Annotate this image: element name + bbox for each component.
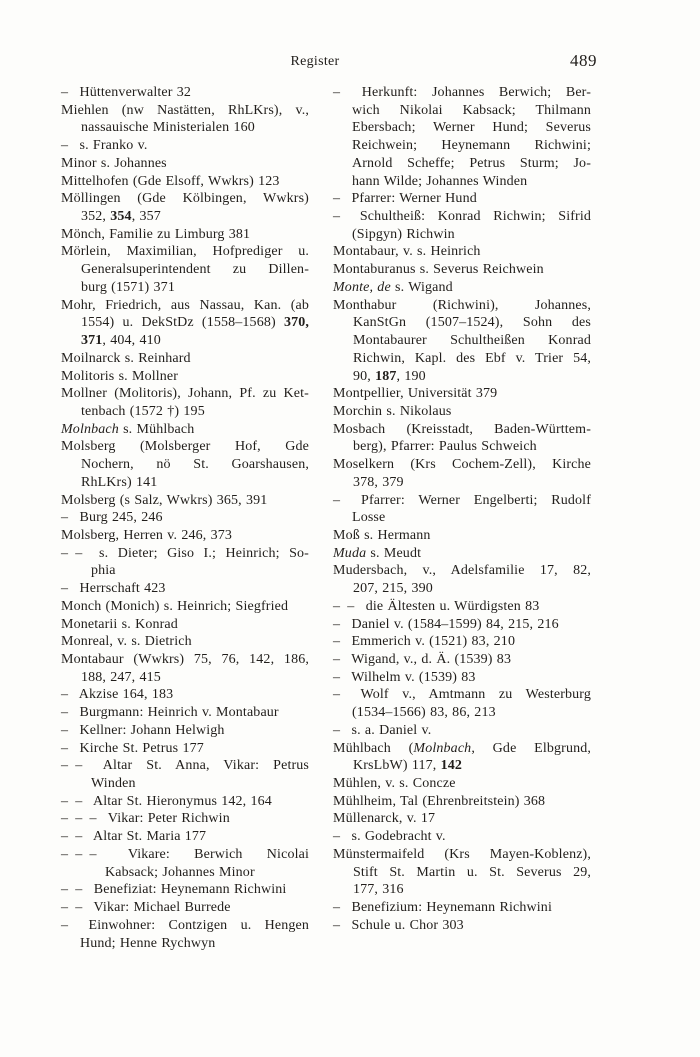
index-line: Montpellier, Universität 379	[333, 386, 498, 402]
index-line: Miehlen (nw Nastätten, RhLKrs), v.,	[61, 102, 309, 118]
index-line: 371, 404, 410	[81, 333, 161, 349]
index-line: – s. Franko v.	[61, 138, 148, 154]
index-entry	[333, 740, 591, 775]
index-entry	[61, 368, 309, 386]
index-entry	[333, 793, 591, 811]
index-entry	[333, 669, 591, 687]
index-line: – Pfarrer: Werner Engelberti; Rudolf	[333, 492, 591, 508]
index-line: – – Vikar: Michael Burrede	[61, 900, 231, 916]
index-line: (1534–1566) 83, 86, 213	[352, 705, 496, 721]
index-entry	[61, 881, 309, 899]
index-entry	[61, 810, 309, 828]
index-entry	[333, 846, 591, 899]
index-line: Arnold Scheffe; Petrus Sturm; Jo-	[352, 155, 591, 171]
index-line: – Daniel v. (1584–1599) 84, 215, 216	[333, 616, 559, 632]
index-line: Montabaur (Wwkrs) 75, 76, 142, 186,	[61, 652, 309, 667]
index-entry	[61, 846, 309, 881]
index-line: – Kellner: Johann Helwigh	[61, 722, 225, 738]
index-line: Generalsuperintendent zu Dillen-	[81, 262, 309, 278]
index-entry	[333, 828, 591, 846]
index-column-right	[333, 84, 591, 935]
index-line: Losse	[352, 510, 386, 526]
index-entry	[61, 757, 309, 792]
index-line: – Burg 245, 246	[61, 510, 163, 526]
index-line: Molsberg (s Salz, Wwkrs) 365, 391	[61, 492, 268, 508]
index-entry	[333, 208, 591, 243]
index-entry	[61, 793, 309, 811]
index-line: – Herrschaft 423	[61, 581, 166, 597]
index-entry	[61, 509, 309, 527]
index-entry	[61, 173, 309, 191]
index-line: – Benefizium: Heynemann Richwini	[333, 900, 552, 916]
index-entry	[333, 243, 591, 261]
index-entry	[333, 775, 591, 793]
index-line: phia	[91, 563, 116, 579]
index-line: Monch (Monich) s. Heinrich; Siegfried	[61, 598, 289, 614]
index-line: – Wilhelm v. (1539) 83	[333, 669, 476, 685]
index-line: – Herkunft: Johannes Berwich; Ber-	[333, 85, 591, 100]
index-line: Montabaurer Schultheißen Konrad	[353, 333, 591, 349]
index-line: Mönch, Familie zu Limburg 381	[61, 226, 251, 242]
index-entry	[61, 722, 309, 740]
index-entry	[333, 190, 591, 208]
index-entry	[61, 438, 309, 491]
index-line: – – die Ältesten u. Würdigsten 83	[333, 598, 540, 614]
index-line: Mudersbach, v., Adelsfamilie 17, 82,	[333, 563, 591, 579]
index-line: 177, 316	[353, 882, 404, 898]
index-entry	[333, 279, 591, 297]
index-line: – Emmerich v. (1521) 83, 210	[333, 634, 516, 650]
index-entry	[333, 385, 591, 403]
index-line: – Kirche St. Petrus 177	[61, 740, 204, 756]
index-entry	[61, 651, 309, 686]
index-line: Montabaur, v. s. Heinrich	[333, 244, 481, 260]
index-entry	[61, 155, 309, 173]
index-line: Münstermaifeld (Krs Mayen-Koblenz),	[333, 846, 591, 862]
index-line: Nochern, nö St. Goarshausen,	[81, 457, 309, 473]
index-entry	[61, 686, 309, 704]
index-line: burg (1571) 371	[81, 279, 175, 295]
index-entry	[61, 226, 309, 244]
index-line: Monreal, v. s. Dietrich	[61, 634, 192, 650]
index-line: 378, 379	[353, 474, 404, 490]
index-entry	[61, 633, 309, 651]
index-line: – s. a. Daniel v.	[333, 722, 432, 738]
index-entry	[333, 633, 591, 651]
index-entry	[333, 261, 591, 279]
index-entry	[61, 385, 309, 420]
index-entry	[333, 456, 591, 491]
index-line: Molsberg (Molsberger Hof, Gde	[61, 439, 309, 455]
index-line: (Sipgyn) Richwin	[352, 226, 455, 242]
index-line: Moß s. Hermann	[333, 527, 431, 543]
index-line: 207, 215, 390	[353, 581, 433, 597]
index-line: – Hüttenverwalter 32	[61, 85, 192, 100]
index-line: – Schultheiß: Konrad Richwin; Sifrid	[333, 209, 591, 225]
index-line: hann Wilde; Johannes Winden	[352, 173, 528, 189]
index-line: Stift St. Martin u. St. Severus 29,	[353, 864, 591, 880]
index-entry	[333, 598, 591, 616]
index-entry	[61, 350, 309, 368]
index-line: – – Benefiziat: Heynemann Richwini	[61, 882, 287, 898]
index-line: nassauische Ministerialen 160	[81, 120, 255, 136]
index-entry	[61, 243, 309, 296]
index-entry	[333, 403, 591, 421]
index-line: – – – Vikar: Peter Richwin	[61, 811, 230, 827]
index-line: – Pfarrer: Werner Hund	[333, 191, 477, 207]
index-entry	[61, 190, 309, 225]
index-line: Winden	[91, 776, 136, 792]
index-line: – Schule u. Chor 303	[333, 917, 464, 933]
index-entry	[61, 84, 309, 102]
index-entry	[61, 740, 309, 758]
index-line: Mühlheim, Tal (Ehrenbreitstein) 368	[333, 793, 546, 809]
index-entry	[333, 492, 591, 527]
index-line: Möllingen (Gde Kölbingen, Wwkrs)	[61, 191, 309, 207]
index-line: – Wolf v., Amtmann zu Westerburg	[333, 687, 591, 703]
index-line: – – s. Dieter; Giso I.; Heinrich; So-	[61, 545, 309, 561]
index-entry	[333, 616, 591, 634]
index-line: Mühlen, v. s. Concze	[333, 776, 456, 792]
index-line: Monetarii s. Konrad	[61, 616, 178, 632]
index-line: Monte, de s. Wigand	[333, 279, 453, 295]
running-head-title: Register	[290, 54, 340, 69]
index-line: wich Nikolai Kabsack; Thilmann	[352, 102, 591, 118]
index-entry	[333, 297, 591, 386]
index-entry	[333, 562, 591, 597]
index-entry	[61, 616, 309, 634]
index-line: Mittelhofen (Gde Elsoff, Wwkrs) 123	[61, 173, 280, 189]
index-line: – – Altar St. Maria 177	[61, 829, 207, 845]
index-line: – Einwohner: Contzigen u. Hengen	[61, 917, 309, 933]
index-line: – – – Vikare: Berwich Nicolai	[61, 846, 309, 862]
index-entry	[61, 492, 309, 510]
index-entry	[61, 545, 309, 580]
index-line: Moilnarck s. Reinhard	[61, 350, 191, 366]
index-line: – Akzise 164, 183	[61, 687, 174, 703]
index-line: Molitoris s. Mollner	[61, 368, 179, 384]
index-entry	[61, 899, 309, 917]
index-entry	[333, 917, 591, 935]
index-line: Mohr, Friedrich, aus Nassau, Kan. (ab	[61, 297, 309, 313]
index-column-left	[61, 84, 309, 952]
index-line: – Wigand, v., d. Ä. (1539) 83	[333, 652, 512, 667]
index-entry	[333, 651, 591, 669]
index-line: – Burgmann: Heinrich v. Montabaur	[61, 705, 279, 721]
index-line: 1554) u. DekStDz (1558–1568) 370,	[81, 315, 309, 331]
index-line: Hund; Henne Rychwyn	[80, 935, 216, 951]
index-line: – s. Godebracht v.	[333, 829, 446, 845]
index-line: tenbach (1572 †) 195	[81, 403, 205, 419]
index-line: Reichwein; Heynemann Richwini;	[352, 138, 591, 154]
index-line: Müllenarck, v. 17	[333, 811, 436, 827]
index-entry	[333, 722, 591, 740]
index-line: Richwin, Kapl. des Ebf v. Trier 54,	[353, 350, 591, 366]
index-entry	[61, 704, 309, 722]
index-entry	[333, 686, 591, 721]
index-entry	[61, 297, 309, 350]
page-number: 489	[570, 51, 597, 70]
index-line: Morchin s. Nikolaus	[333, 403, 452, 419]
index-line: – – Altar St. Hieronymus 142, 164	[61, 793, 272, 809]
index-line: berg), Pfarrer: Paulus Schweich	[353, 439, 537, 455]
index-entry	[333, 899, 591, 917]
index-entry	[333, 527, 591, 545]
index-line: 188, 247, 415	[81, 669, 161, 685]
index-line: KanStGn (1507–1524), Sohn des	[353, 315, 591, 331]
index-entry	[333, 810, 591, 828]
index-entry	[61, 598, 309, 616]
index-line: Mühlbach (Molnbach, Gde Elbgrund,	[333, 740, 592, 756]
index-line: KrsLbW) 117, 142	[353, 758, 462, 774]
index-entry	[61, 421, 309, 439]
index-line: Kabsack; Johannes Minor	[105, 864, 255, 880]
index-line: – – Altar St. Anna, Vikar: Petrus	[61, 758, 309, 774]
index-entry	[61, 102, 309, 137]
index-line: Monthabur (Richwini), Johannes,	[333, 297, 591, 313]
index-line: Mollner (Molitoris), Johann, Pf. zu Ket-	[61, 386, 309, 402]
index-entry	[61, 917, 309, 952]
index-line: Molnbach s. Mühlbach	[61, 421, 195, 437]
index-line: Ebersbach; Werner Hund; Severus	[352, 120, 591, 136]
index-line: Mörlein, Maximilian, Hofprediger u.	[61, 244, 309, 260]
index-line: Moselkern (Krs Cochem-Zell), Kirche	[333, 457, 591, 473]
index-line: RhLKrs) 141	[81, 474, 158, 490]
index-entry	[333, 421, 591, 456]
index-line: 90, 187, 190	[353, 368, 426, 384]
index-line: Montaburanus s. Severus Reichwein	[333, 262, 544, 278]
index-entry	[61, 527, 309, 545]
index-line: 352, 354, 357	[81, 209, 161, 225]
index-line: Molsberg, Herren v. 246, 373	[61, 527, 233, 543]
index-line: Mosbach (Kreisstadt, Baden-Württem-	[333, 421, 591, 437]
index-line: Muda s. Meudt	[333, 545, 422, 561]
index-entry	[61, 828, 309, 846]
index-entry	[61, 137, 309, 155]
index-entry	[333, 84, 591, 190]
index-entry	[61, 580, 309, 598]
index-line: Minor s. Johannes	[61, 155, 167, 171]
index-entry	[333, 545, 591, 563]
